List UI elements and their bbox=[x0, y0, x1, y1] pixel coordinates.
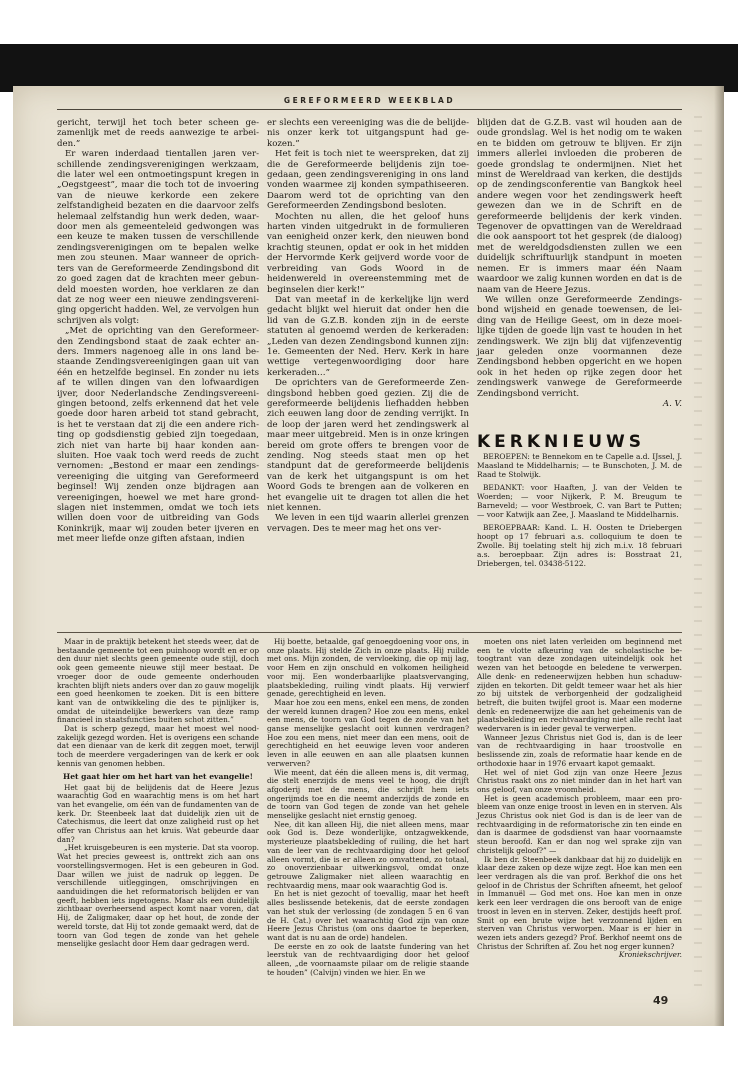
paragraph: Het feit is toch niet te weerspreken, dat zij die de Gereformeerde belijdenis zijn toegedaan, geen zendingsvereniging in ons land vonden waarmee zij konden sympathiseeren. Daarom werd tot de oprichting van den Gereformeerden Zendingsbond besloten. bbox=[267, 149, 469, 212]
newspaper-page bbox=[13, 86, 724, 1026]
paragraph: gericht, terwijl het toch beter scheen gezamenlijk met de reeds aanwezige te arbeiden.” bbox=[57, 118, 259, 149]
kroniek-column-3 bbox=[477, 638, 682, 958]
paragraph: Dat van meetaf in de kerkelijke lijn werd gedacht blijkt wel hieruit dat onder hen die lid van de G.Z.B. konden zijn in de eerste statuten al genoemd werden de kerkeraden: „Leden van dezen Zendingsbond kunnen zijn: 1e. Gemeenten der Ned. Herv. Kerk in hare wettige vertegenwoordiging door hare kerkeraden…” bbox=[267, 294, 469, 378]
paragraph: De eerste en zo ook de laatste fundering van het leerstuk van de rechtvaardiging door het geloof alleen, „de voornaamste pilaar om de religie staande te houden” (Calvijn) vinden we hier. En we bbox=[267, 941, 469, 977]
paragraph: er slechts een vereeniging was die de belijdenis onzer kerk tot uitgangspunt had gekozen.” bbox=[267, 118, 469, 149]
section-divider bbox=[57, 632, 682, 633]
paragraph: We willen onze Gereformeerde Zendingsbond wijsheid en genade toewensen, de leiding van de Heilige Geest, om in deze moeilijke tijden de goede lijn vast te houden in het zendingswerk. We zijn blij dat vijfenzeventig jaar geleden onze voormannen deze Zendingsbond hebben opgericht en we hopen ook in het heden op rijke zegen door het zendingswerk vanwege de Gereformeerde Zendingsbond verricht. bbox=[477, 294, 682, 399]
paragraph: Dat is scherp gezegd, maar het moest wel noodzakelijk gezegd worden. Het is overigens een schande dat een dienaar van de kerk dit zeggen moet, terwijl toch de meerdere vergaderingen van de kerk er ook kennis van genomen hebben. bbox=[57, 724, 259, 768]
kroniek-column-2 bbox=[267, 638, 469, 998]
paragraph: blijden dat de G.Z.B. vast wil houden aan de oude grondslag. Wel is het nodig om te waken en te bidden om getrouw te blijven. Er zijn immers allerlei invloeden die proberen de goede grondslag te ondermijnen. Niet het minst de Wereldraad van kerken, die destijds op de zendingsconferentie van Bangkok heel andere wegen voor het zendingswerk heeft gewezen dan we in de Schrift en de gereformeerde belijdenis der kerk vinden. Tegenover de opvattingen van de Wereldraad die ook aanspoort tot het gesprek (de dialoog) met de wereldgodsdiensten zullen we een duidelijk schriftuurlijk standpunt in moeten nemen. Er is immers maar één Naam waardoor we zalig kunnen worden en dat is de naam van de Heere Jezus. bbox=[477, 118, 682, 295]
paragraph: Maar hoe zou een mens, enkel een mens, de zonden der wereld kunnen dragen? Hoe zou een mens, enkel een mens, de toorn van God tegen de zonde van het ganse menselijke geslacht ooit kunnen verdragen? Hoe zou een mens, niet meer dan een mens, ooit de gerechtigheid en het eeuwige leven voor anderen leven in alle eeuwen en aan alle plaatsen kunnen verwerven? bbox=[267, 697, 469, 768]
paragraph: De oprichters van de Gereformeerde Zendingsbond hebben goed gezien. Zij die de gereformeerde belijdenis liefhadden hebben zich eeuwen lang door de zending verrijkt. In de loop der jaren werd het zendingswerk al maar meer uitgebreid. Men is in onze kringen bereid om grote offers te brengen voor de zending. Nog steeds staat men op het standpunt dat de gereformeerde belijdenis van de kerk het uitgangspunt is om het Woord Gods te brengen aan de volkeren en het evangelie uit te dragen tot allen die het niet kennen. bbox=[267, 378, 469, 514]
paragraph: Hij boette, betaalde, gaf genoegdoening voor ons, in onze plaats. Hij stelde Zich in onze plaats. Hij ruilde met ons. Mijn zonden, de vervloeking, die op mij lag, voor Hem en zijn onschuld en volkomen heiligheid voor mij. Een wonderbaarlijke plaatsvervanging, plaatsbekleding, ruiling vindt plaats. Hij verwierf genade, gerechtigheid en leven. bbox=[267, 637, 469, 699]
article-column-1 bbox=[57, 118, 259, 628]
paragraph: Het wel of niet God zijn van onze Heere Jezus Christus raakt ons zo niet minder dan in het hart van ons geloof, van onze vroomheid. bbox=[477, 767, 682, 794]
running-header: GEREFORMEERD WEEKBLAD bbox=[283, 96, 456, 105]
kerknieuws-section bbox=[477, 452, 682, 627]
paragraph: Er waren inderdaad tientallen jaren verschillende zendingsverenigingen werkzaam, die later wel een ontmoetingspunt kregen in „Oegstgeest”, maar die toch tot de invoering van de nieuwe kerkorde een zekere zelfstandigheid bezaten en die daarvoor zelfs helemaal zelfstandig hun werk deden, waardoor men als gemeenteleid gedwongen was een keuze te maken tussen de verschillende zendingsverenigingen om te bepalen welke men zou steunen. Maar wanneer de oprichters van de Gereformeerde Zendingsbond dit zo goed zagen dat de krachten meer gebundeld moesten worden, hoe verklaren ze dan dat ze nog weer een nieuwe zendingsvereniging opgericht hadden. Wel, ze vervolgen hun schrijven als volgt: bbox=[57, 149, 259, 326]
header-rule bbox=[57, 109, 682, 110]
paragraph: Het gaat bij de belijdenis dat de Heere Jezus waarachtig God en waarachtig mens is om het hart van het evangelie, om één van de fundamenten van de kerk. Dr. Steenbeek laat dat duidelijk zien uit de Catechismus, die leert dat onze zaligheid rust op het offer van Christus aan het kruis. Wat gebeurde daar dan? bbox=[57, 782, 259, 844]
binding-marks bbox=[694, 116, 702, 996]
page-number: 49 bbox=[653, 994, 669, 1007]
paragraph: Ik ben dr. Steenbeek dankbaar dat hij zo duidelijk en klaar deze zaken op deze wijze zegt. Hoe kan men een leer verdragen als die van prof. Berkhof die ons het geloof in de Christus der Schriften afneemt, het geloof in Immanuël — God met ons. Hoe kan men in onze kerk een leer verdragen die ons berooft van de enige troost in leven en in sterven. Zeker, destijds heeft prof. Smit op een brute wijze het verzonnend lijden en sterven van Christus verworpen. Maar is er hier in wezen iets anders gezegd? Prof. Berkhof neemt ons de Christus der Schriften af. Zou het nog erger kunnen? bbox=[477, 854, 682, 951]
article-column-2 bbox=[267, 118, 469, 628]
paragraph: Mochten nu allen, die het geloof huns harten vinden uitgedrukt in de formulieren van eenigheid onzer kerk, den nieuwen bond krachtig steunen, opdat er ook in het midden der Hervormde Kerk geijverd worde voor de verbreiding van Gods Woord in de heidenwereld in overeenstemming met de beginselen dier kerk!” bbox=[267, 211, 469, 295]
kerknieuws-heading: KERKNIEUWS bbox=[477, 432, 646, 452]
paragraph: „Met de oprichting van den Gereformeerden Zendingsbond staat de zaak echter anders. Immers nagenoeg alle in ons land bestaande Zendingsvereenigingen gaan uit van één en hetzelfde beginsel. En zonder nu iets af te willen dingen van den lofwaardigen ijver, door Nederlandsche Zendingsvereenigingen betoond, zelfs erkennend dat het vele goede door haren arbeid tot stand gebracht, is het te verstaan dat zij die een andere richting op godsdienstig gebied zijn toegedaan, zich niet van harte bij haar konden aansluiten. Hoe vaak toch werd reeds de zucht vernomen: „Bestond er maar een zendingsvereeniging die uitging van Gereformeerd beginsel! Wij zenden onze bijdragen aan vereenigingen, hoewel we met hare grondslagen niet instemmen, omdat we toch iets willen doen voor de uitbreiding van Gods Koninkrijk, maar wij zouden beter ijveren en met meer liefde onze giften afstaan, indien bbox=[57, 326, 259, 545]
paragraph: moeten ons niet laten verleiden om beginnend met een te vlotte afkeuring van de scholastische betoogtrant van deze zondagen uiteindelijk ook het wezen van het betoogde en beledene te verwerpen. Alle denk- en redeneerwijzen hebben hun schaduwzijden en tekorten. Dit geldt temeer waar het als hier zo bij uitstek de verborgenheid der godzaligheid betreft, die buiten twijfel groot is. Maar een moderne denk- en redeneerwijze die aan het geheimenis van de plaatsbekleding en rechtvaardiging niet alle recht laat wedervaren is in ieder geval te verwerpen. bbox=[477, 637, 682, 734]
paragraph: Het is geen academisch probleem, maar een probleem van onze enige troost in leven en in sterven. Als Jezus Christus ook niet God is dan is de leer van de rechtvaardiging in de reformatorische zin ten einde en dan is daarmee de godsdienst van haar voornaamste steun beroofd. Kan er dan nog wel sprake zijn van christelijk geloof?” — bbox=[477, 793, 682, 855]
scan-margin-top bbox=[0, 0, 738, 44]
paragraph: Nee, dit kan alleen Hij, die niet alleen mens, maar ook God is. Deze wonderlijke, ontzagwekkende, mysterieuze plaatsbekleding of ruiling, die het hart van de leer van de rechtvaardiging door het geloof alleen vormt, die is er alleen zo omvattend, zo totaal, zo onoverzienbaar uitwerkingsvol, omdat onze getrouwe Zaligmaker niet alleen waarachtig en rechtvaardig mens, maar ook waarachtig God is. bbox=[267, 819, 469, 890]
subheading: Het gaat hier om het hart van het evangelie! bbox=[63, 771, 253, 781]
paragraph: Wie meent, dat één die alleen mens is, dit vermag, die stelt enerzijds de mens veel te hoog, die drijft afgoderij met de mens, die schrijft hem iets ongerijmds toe en die neemt anderzijds de zonde en de toorn van God tegen de zonde van het gehele menselijke geslacht niet ernstig genoeg. bbox=[267, 767, 469, 821]
news-item: BEROEPBAAR: Kand. L. H. Oosten te Driebergen hoopt op 17 februari a.s. colloquium te doen te Zwolle. Bij toelating stelt hij zich m.i.v. 18 februari a.s. beroepbaar. Zijn adres is: Bosstraat 21, Driebergen, tel. 03438-5122. bbox=[477, 523, 682, 568]
signature: Kroniekschrijver. bbox=[618, 950, 682, 960]
paragraph: Maar in de praktijk betekent het steeds weer, dat de bestaande gemeente tot een puinhoop wordt en er op den duur niet slechts geen gemeente oude stijl, doch ook geen gemeente nieuwe stijl meer bestaat. De vroeger door de oude gemeente onderhouden krachten blijft niets anders over dan zo gauw mogelijk een goed heenkomen te zoeken. Dit is een bittere kant van de ontwikkeling die des te pijnlijker is, omdat de uiteindelijke bewerkers van deze ramp financieel in staatsfuncties buiten schot zitten.” bbox=[57, 637, 259, 725]
news-item: BEROEPEN: te Bennekom en te Capelle a.d. IJssel, J. Maasland te Middelharnis; — te Bunschoten, J. M. de Raad te Stolwijk. bbox=[477, 452, 682, 479]
paragraph: We leven in een tijd waarin allerlei grenzen vervagen. Des te meer mag het ons ver- bbox=[267, 513, 469, 534]
article-column-3 bbox=[477, 118, 682, 409]
paragraph: „Het kruisgebeuren is een mysterie. Dat sta voorop. Wat het precies geweest is, onttrekt zich aan ons voorstellingsvermogen. Het is een gebeuren in God. Daar willen we juist de nadruk op leggen. De verschillende uitleggingen, omschrijvingen en aanduidingen die het reformatorisch belijden er van geeft, hebben iets ingetogens. Maar als een duidelijk zichtbaar overheersend aspect komt naar voren, dat Hij, de Zaligmaker, daar op het hout, de zonde der wereld torste, dat Hij tot zonde gemaakt werd, dat de toorn van God tegen de zonde van het gehele menselijke geslacht door Hem daar gedragen werd. bbox=[57, 843, 259, 949]
author-initials: A. V. bbox=[662, 398, 682, 409]
page-edge-shadow bbox=[714, 86, 724, 1026]
news-item: BEDANKT: voor Haaften, J. van der Velden te Woerden; — voor Nijkerk, P. M. Breugum te Barneveld; — voor Westbroek, C. van Bart te Putten; — voor Katwijk aan Zee, J. Maasland te Middelharnis. bbox=[477, 483, 682, 519]
scanner-dark-band bbox=[0, 44, 738, 92]
paragraph: En het is niet gezocht of toevallig, maar het heeft alles beslissende betekenis, dat de eerste zondagen van het stuk der verlossing (de zondagen 5 en 6 van de H. Cat.) over het waarachtig God zijn van onze Heere Jezus Christus (om ons daartoe te beperken, want dat is nu aan de orde) handelen. bbox=[267, 889, 469, 942]
paragraph: Wanneer Jezus Christus niet God is, dan is de leer van de rechtvaardiging in haar troostvolle en beslissende zin, zoals de reformatie haar kende en de orthodoxie haar in 1976 ervaart kapot gemaakt. bbox=[477, 732, 682, 768]
kroniek-column-1 bbox=[57, 638, 259, 998]
